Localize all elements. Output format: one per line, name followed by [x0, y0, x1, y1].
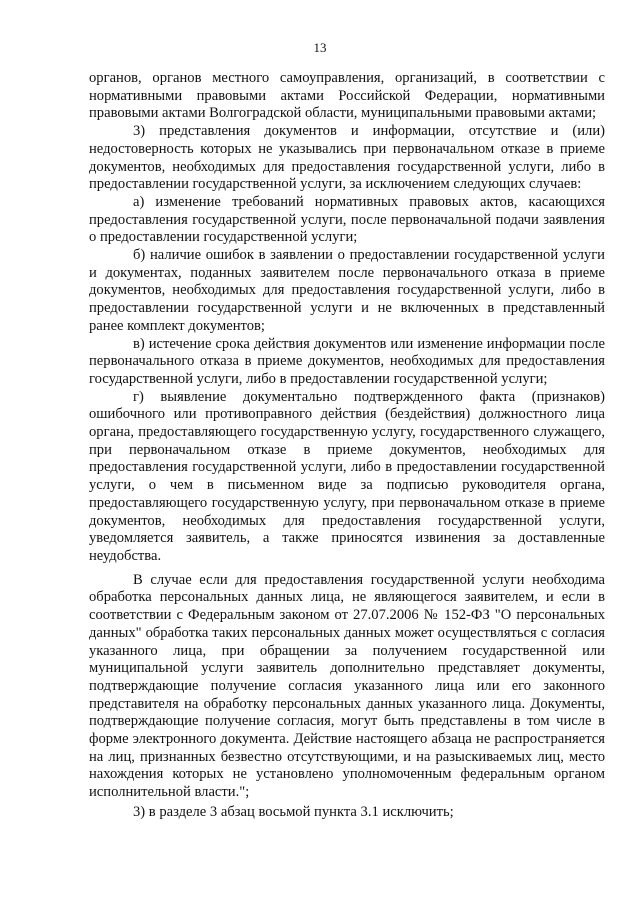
paragraph-continuation: органов, органов местного самоуправления, организаций, в соответствии с нормативными правовыми актами Российской Федерации, нормативными правовыми актами Волгоградской области, муниципальными правовыми актами; [89, 70, 605, 122]
paragraph-item-3: 3) представления документов и информации, отсутствие и (или) недостоверность которых не указывались при первоначальном отказе в приеме документов, необходимых для предоставления государственной услуги, либо в предоставлении государственной услуги, за исключением следующих случаев: [89, 123, 605, 193]
paragraph-subitem-a: а) изменение требований нормативных правовых актов, касающихся предоставления государственной услуги, после первоначальной подачи заявления о предоставлении государственной услуги; [89, 193, 605, 246]
paragraph-section-3-amendment: 3) в разделе 3 абзац восьмой пункта 3.1 исключить; [133, 803, 454, 820]
paragraph-subitem-g: г) выявление документально подтвержденного факта (признаков) ошибочного или противоправного действия (бездействия) должностного лица органа, предоставляющего государственную услугу, государственного служащего, при первоначальном отказе в приеме документов, необходимых для предоставления государственной услуги, либо в предоставлении государственной услуги, о чем в письменном виде за подписью руководителя органа, предоставляющего государственную услугу, при первоначальном отказе в приеме документов, необходимых для предоставления государственной услуги, уведомляется заявитель, а также приносятся извинения за доставленные неудобства. [89, 388, 605, 564]
paragraph-subitem-v: в) истечение срока действия документов или изменение информации после первоначального отказа в приеме документов, необходимых для предоставления государственной услуги, либо в предоставлении государственной услуги; [89, 335, 605, 387]
paragraph-subitem-b: б) наличие ошибок в заявлении о предоставлении государственной услуги и документах, поданных заявителем после первоначального отказа в приеме документов, необходимых для предоставления государственной услуги, либо в предоставлении государственной услуги и не включенных в представленный ранее комплект документов; [89, 247, 605, 334]
page-number: 13 [313, 40, 327, 55]
paragraph-personal-data: В случае если для предоставления государственной услуги необходима обработка персональных данных лица, не являющегося заявителем, и если в соответствии с Федеральным законом от 27.07.2006 № 152-ФЗ "О персональных данных" обработка таких персональных данных может осуществляться с согласия указанного лица, при обращении за получением государственной или муниципальной услуги заявитель дополнительно представляет документы, подтверждающие получение согласия указанного лица или его законного представителя на обработку персональных данных указанного лица. Документы, подтверждающие получение согласия, могут быть представлены в том числе в форме электронного документа. Действие настоящего абзаца не распространяется на лиц, признанных безвестно отсутствующими, и на разыскиваемых лиц, место нахождения которых не установлено уполномоченным федеральным органом исполнительной власти."; [89, 571, 605, 801]
document-body [89, 70, 605, 822]
